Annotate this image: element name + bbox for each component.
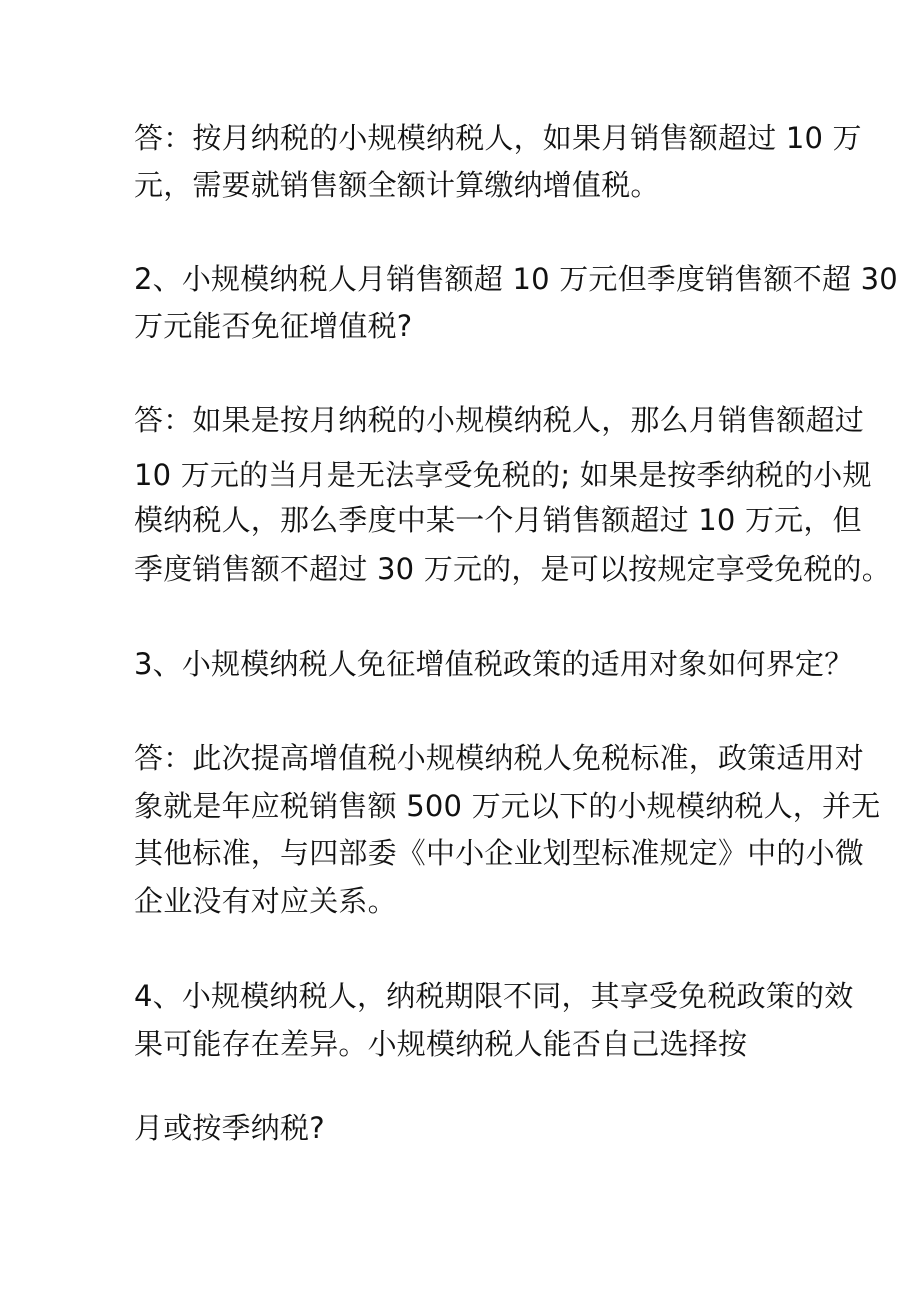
question-4-tail-line-1: 月或按季纳税? — [134, 1111, 325, 1145]
answer-2-line-3: 模纳税人，那么季度中某一个月销售额超过 10 万元，但 — [134, 503, 862, 537]
answer-1-line-2: 元，需要就销售额全额计算缴纳增值税。 — [134, 168, 660, 202]
answer-3-line-3: 其他标准，与四部委《中小企业划型标准规定》中的小微 — [134, 836, 865, 870]
question-2-line-1: 2、小规模纳税人月销售额超 10 万元但季度销售额不超 30 — [134, 262, 898, 296]
answer-3-line-4: 企业没有对应关系。 — [134, 884, 397, 918]
question-2-line-2: 万元能否免征增值税? — [134, 309, 413, 343]
answer-2-line-4: 季度销售额不超过 30 万元的，是可以按规定享受免税的。 — [134, 552, 891, 586]
answer-2-line-1: 答：如果是按月纳税的小规模纳税人，那么月销售额超过 — [134, 403, 865, 437]
question-4-line-2: 果可能存在差异。小规模纳税人能否自己选择按 — [134, 1027, 748, 1061]
answer-2-line-2: 10 万元的当月是无法享受免税的; 如果是按季纳税的小规 — [134, 458, 872, 492]
question-4-line-1: 4、小规模纳税人，纳税期限不同，其享受免税政策的效 — [134, 979, 854, 1013]
question-3-line-1: 3、小规模纳税人免征增值税政策的适用对象如何界定？ — [134, 647, 854, 681]
answer-3-line-2: 象就是年应税销售额 500 万元以下的小规模纳税人，并无 — [134, 789, 881, 823]
answer-1-line-1: 答：按月纳税的小规模纳税人，如果月销售额超过 10 万 — [134, 121, 862, 155]
answer-3-line-1: 答：此次提高增值税小规模纳税人免税标准，政策适用对 — [134, 741, 865, 775]
